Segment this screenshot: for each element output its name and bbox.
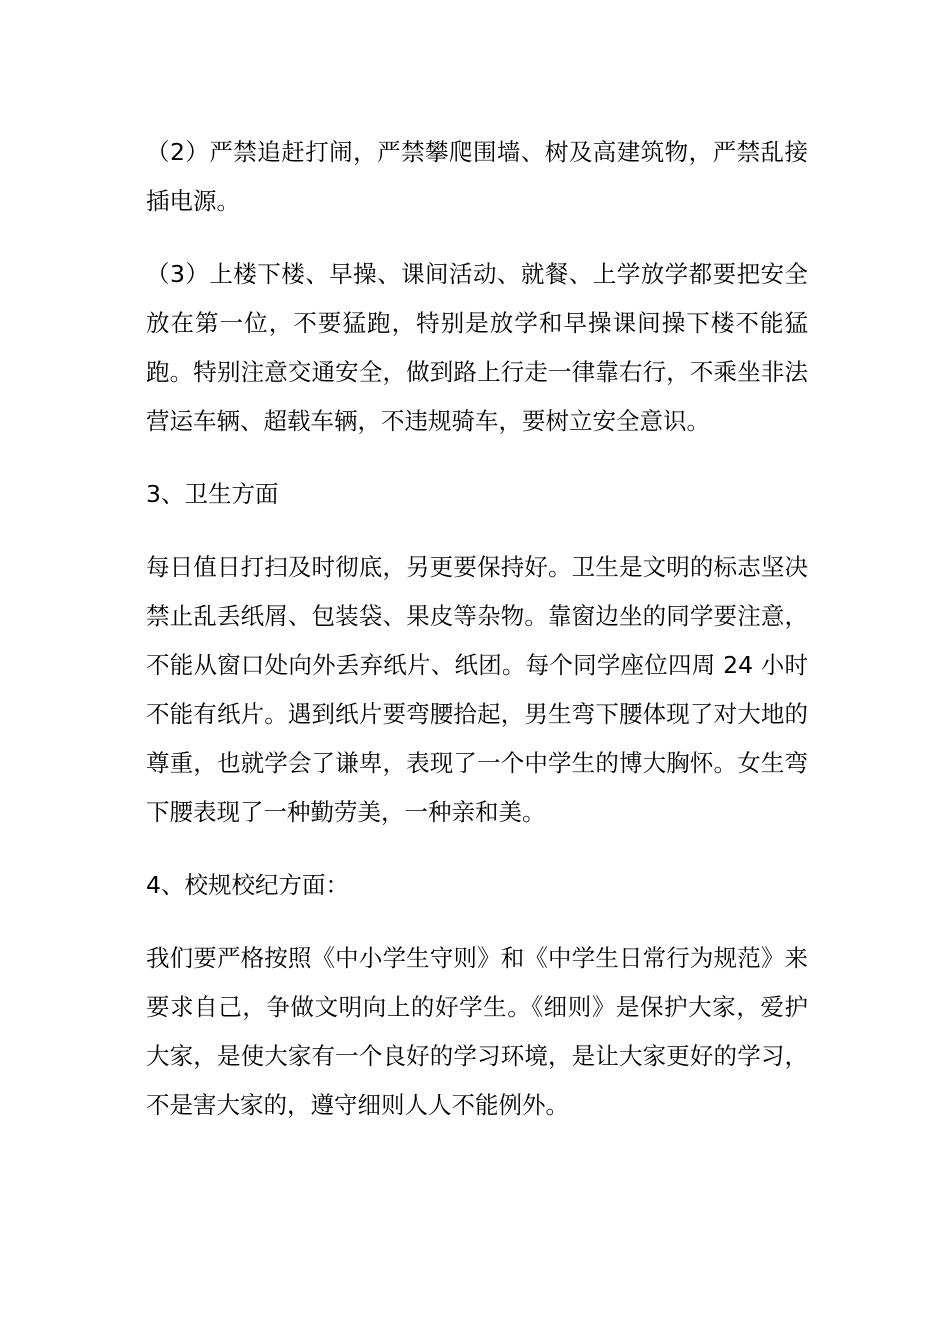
section-heading-school-rules: 4、校规校纪方面：: [146, 871, 349, 899]
paragraph-safety-item-3: （3）上楼下楼、早操、课间活动、就餐、上学放学都要把安全放在第一位，不要猛跑，特别是放学和早操课间操下楼不能猛跑。特别注意交通安全，做到路上行走一律靠右行，不乘坐非法营运车辆、超载车辆，不违规骑车，要树立安全意识。: [146, 260, 808, 435]
section-heading-hygiene: 3、卫生方面: [146, 480, 279, 508]
paragraph-safety-item-2: （2）严禁追赶打闹，严禁攀爬围墙、树及高建筑物，严禁乱接插电源。: [146, 138, 808, 215]
paragraph-school-rules: 我们要严格按照《中小学生守则》和《中学生日常行为规范》来要求自己，争做文明向上的好学生。《细则》是保护大家，爱护大家，是使大家有一个良好的学习环境，是让大家更好的学习，不是害大家的，遵守细则人人不能例外。: [146, 944, 808, 1119]
paragraph-hygiene: 每日值日打扫及时彻底，另更要保持好。卫生是文明的标志坚决禁止乱丢纸屑、包装袋、果皮等杂物。靠窗边坐的同学要注意，不能从窗口处向外丢弃纸片、纸团。每个同学座位四周 24 小时不能有纸片。遇到纸片要弯腰拾起，男生弯下腰体现了对大地的尊重，也就学会了谦卑，表现了一个中学生的博大胸怀。女生弯下腰表现了一种勤劳美，一种亲和美。: [146, 553, 808, 826]
document-page: [146, 128, 808, 1154]
